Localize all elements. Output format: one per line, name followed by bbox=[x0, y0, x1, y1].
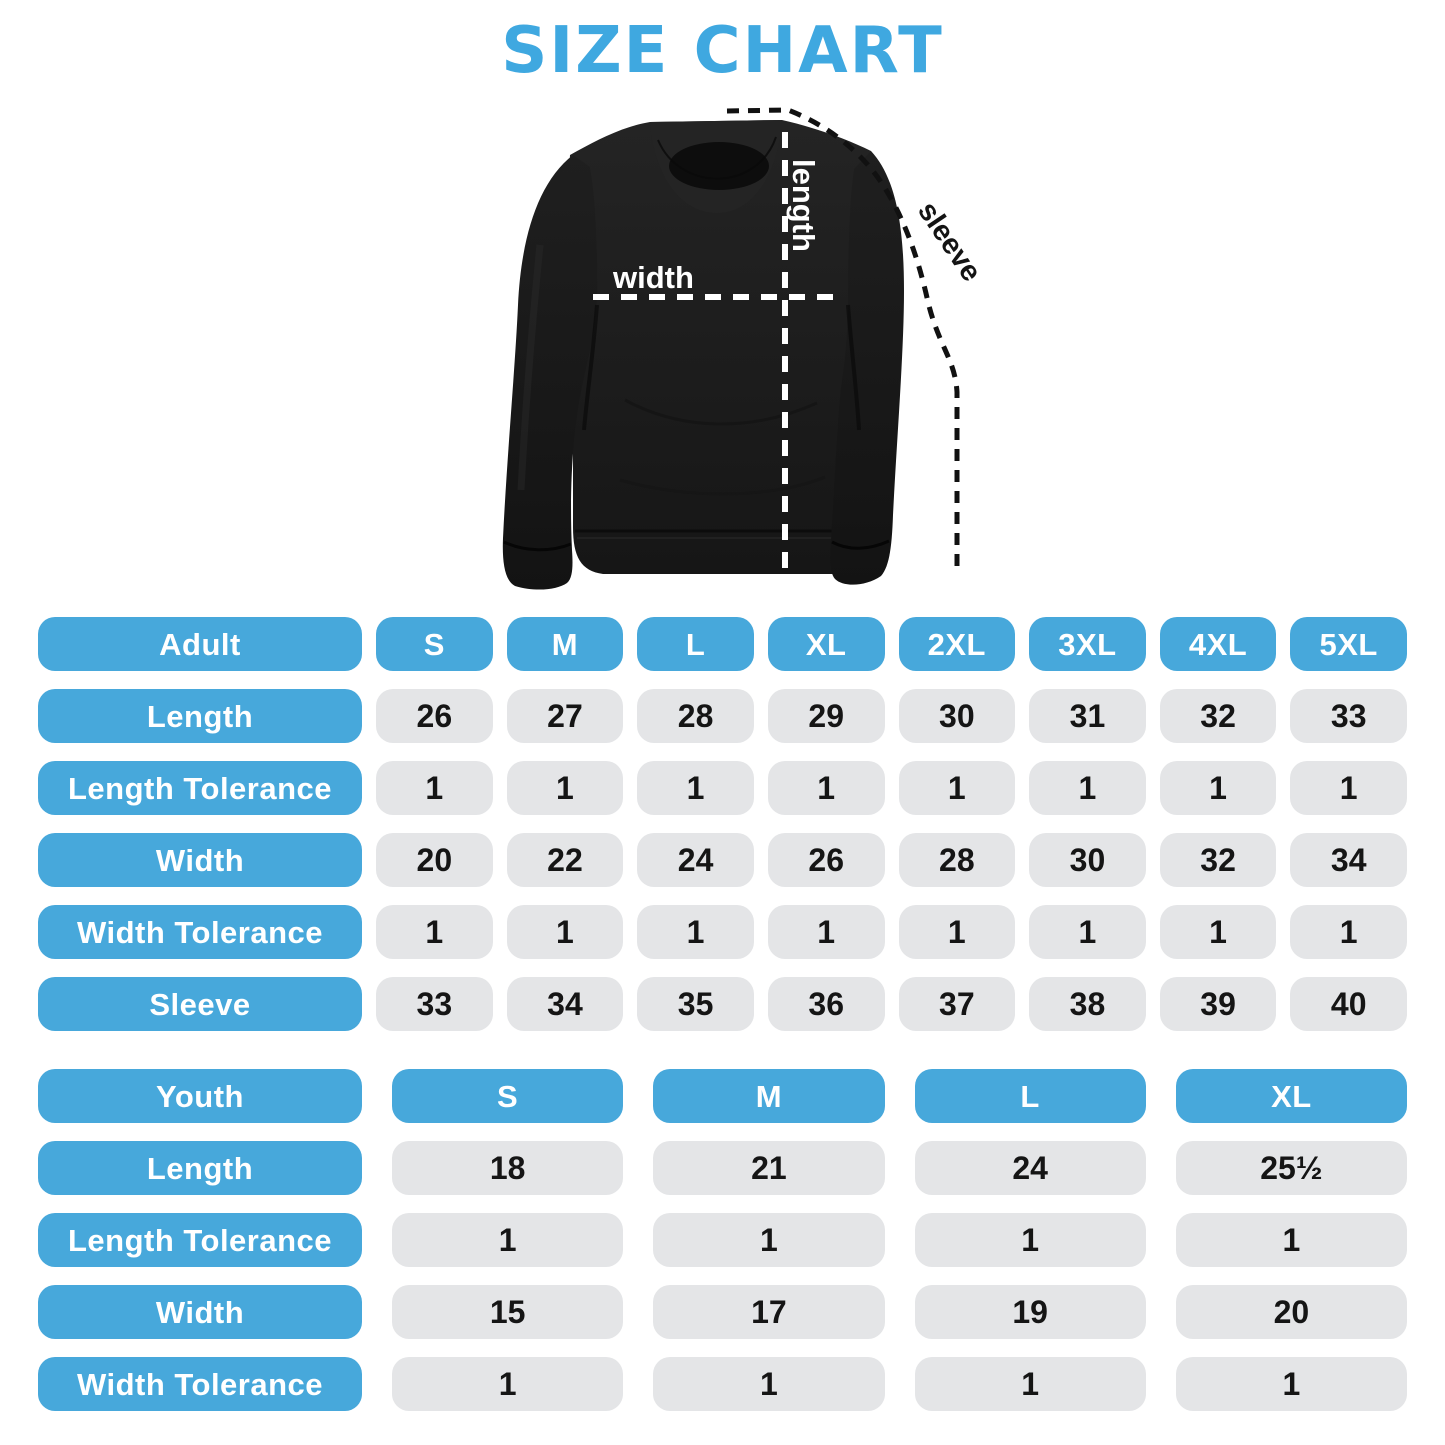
value-cell: 1 bbox=[637, 761, 754, 815]
column-header-m: M bbox=[507, 617, 624, 671]
value-cell: 24 bbox=[637, 833, 754, 887]
sleeve-label: sleeve bbox=[911, 196, 988, 288]
value-cell: 33 bbox=[376, 977, 493, 1031]
value-cell: 37 bbox=[899, 977, 1016, 1031]
value-cell: 34 bbox=[507, 977, 624, 1031]
column-header-l: L bbox=[915, 1069, 1146, 1123]
value-cell: 15 bbox=[392, 1285, 623, 1339]
width-label: width bbox=[613, 260, 694, 295]
row-header-length-tolerance: Length Tolerance bbox=[38, 761, 362, 815]
value-cell: 1 bbox=[376, 905, 493, 959]
row-header-length: Length bbox=[38, 1141, 362, 1195]
sweatshirt-diagram bbox=[445, 95, 1025, 615]
value-cell: 27 bbox=[507, 689, 624, 743]
value-cell: 34 bbox=[1290, 833, 1407, 887]
row-header-width: Width bbox=[38, 1285, 362, 1339]
value-cell: 1 bbox=[768, 905, 885, 959]
value-cell: 1 bbox=[653, 1213, 884, 1267]
value-cell: 1 bbox=[392, 1213, 623, 1267]
value-cell: 1 bbox=[1290, 905, 1407, 959]
column-header-4xl: 4XL bbox=[1160, 617, 1277, 671]
value-cell: 19 bbox=[915, 1285, 1146, 1339]
column-header-l: L bbox=[637, 617, 754, 671]
value-cell: 1 bbox=[1029, 905, 1146, 959]
value-cell: 22 bbox=[507, 833, 624, 887]
value-cell: 25½ bbox=[1176, 1141, 1407, 1195]
row-header-length-tolerance: Length Tolerance bbox=[38, 1213, 362, 1267]
value-cell: 1 bbox=[899, 761, 1016, 815]
column-header-s: S bbox=[376, 617, 493, 671]
value-cell: 36 bbox=[768, 977, 885, 1031]
value-cell: 20 bbox=[376, 833, 493, 887]
value-cell: 1 bbox=[1160, 761, 1277, 815]
value-cell: 1 bbox=[376, 761, 493, 815]
value-cell: 26 bbox=[376, 689, 493, 743]
value-cell: 18 bbox=[392, 1141, 623, 1195]
value-cell: 20 bbox=[1176, 1285, 1407, 1339]
value-cell: 1 bbox=[1290, 761, 1407, 815]
value-cell: 1 bbox=[915, 1213, 1146, 1267]
youth-size-table bbox=[38, 1069, 1407, 1411]
value-cell: 30 bbox=[1029, 833, 1146, 887]
value-cell: 1 bbox=[637, 905, 754, 959]
value-cell: 24 bbox=[915, 1141, 1146, 1195]
value-cell: 31 bbox=[1029, 689, 1146, 743]
sweatshirt-svg bbox=[445, 95, 1025, 615]
value-cell: 32 bbox=[1160, 833, 1277, 887]
row-header-width-tolerance: Width Tolerance bbox=[38, 1357, 362, 1411]
value-cell: 30 bbox=[899, 689, 1016, 743]
adult-size-table bbox=[38, 617, 1407, 1031]
column-header-s: S bbox=[392, 1069, 623, 1123]
value-cell: 1 bbox=[392, 1357, 623, 1411]
value-cell: 40 bbox=[1290, 977, 1407, 1031]
value-cell: 35 bbox=[637, 977, 754, 1031]
row-header-length: Length bbox=[38, 689, 362, 743]
value-cell: 28 bbox=[899, 833, 1016, 887]
column-header-m: M bbox=[653, 1069, 884, 1123]
column-header-3xl: 3XL bbox=[1029, 617, 1146, 671]
row-header-sleeve: Sleeve bbox=[38, 977, 362, 1031]
column-header-xl: XL bbox=[768, 617, 885, 671]
value-cell: 1 bbox=[768, 761, 885, 815]
page-title: SIZE CHART bbox=[501, 14, 944, 88]
row-header-width-tolerance: Width Tolerance bbox=[38, 905, 362, 959]
value-cell: 1 bbox=[1160, 905, 1277, 959]
value-cell: 29 bbox=[768, 689, 885, 743]
value-cell: 1 bbox=[1176, 1357, 1407, 1411]
value-cell: 1 bbox=[507, 761, 624, 815]
column-header-xl: XL bbox=[1176, 1069, 1407, 1123]
value-cell: 28 bbox=[637, 689, 754, 743]
column-header-5xl: 5XL bbox=[1290, 617, 1407, 671]
value-cell: 1 bbox=[653, 1357, 884, 1411]
value-cell: 1 bbox=[1176, 1213, 1407, 1267]
row-header-width: Width bbox=[38, 833, 362, 887]
value-cell: 21 bbox=[653, 1141, 884, 1195]
value-cell: 33 bbox=[1290, 689, 1407, 743]
value-cell: 1 bbox=[507, 905, 624, 959]
table-header-label: Adult bbox=[38, 617, 362, 671]
value-cell: 39 bbox=[1160, 977, 1277, 1031]
value-cell: 26 bbox=[768, 833, 885, 887]
value-cell: 1 bbox=[1029, 761, 1146, 815]
value-cell: 38 bbox=[1029, 977, 1146, 1031]
value-cell: 17 bbox=[653, 1285, 884, 1339]
value-cell: 1 bbox=[899, 905, 1016, 959]
column-header-2xl: 2XL bbox=[899, 617, 1016, 671]
length-label: length bbox=[786, 159, 821, 252]
value-cell: 32 bbox=[1160, 689, 1277, 743]
value-cell: 1 bbox=[915, 1357, 1146, 1411]
table-header-label: Youth bbox=[38, 1069, 362, 1123]
